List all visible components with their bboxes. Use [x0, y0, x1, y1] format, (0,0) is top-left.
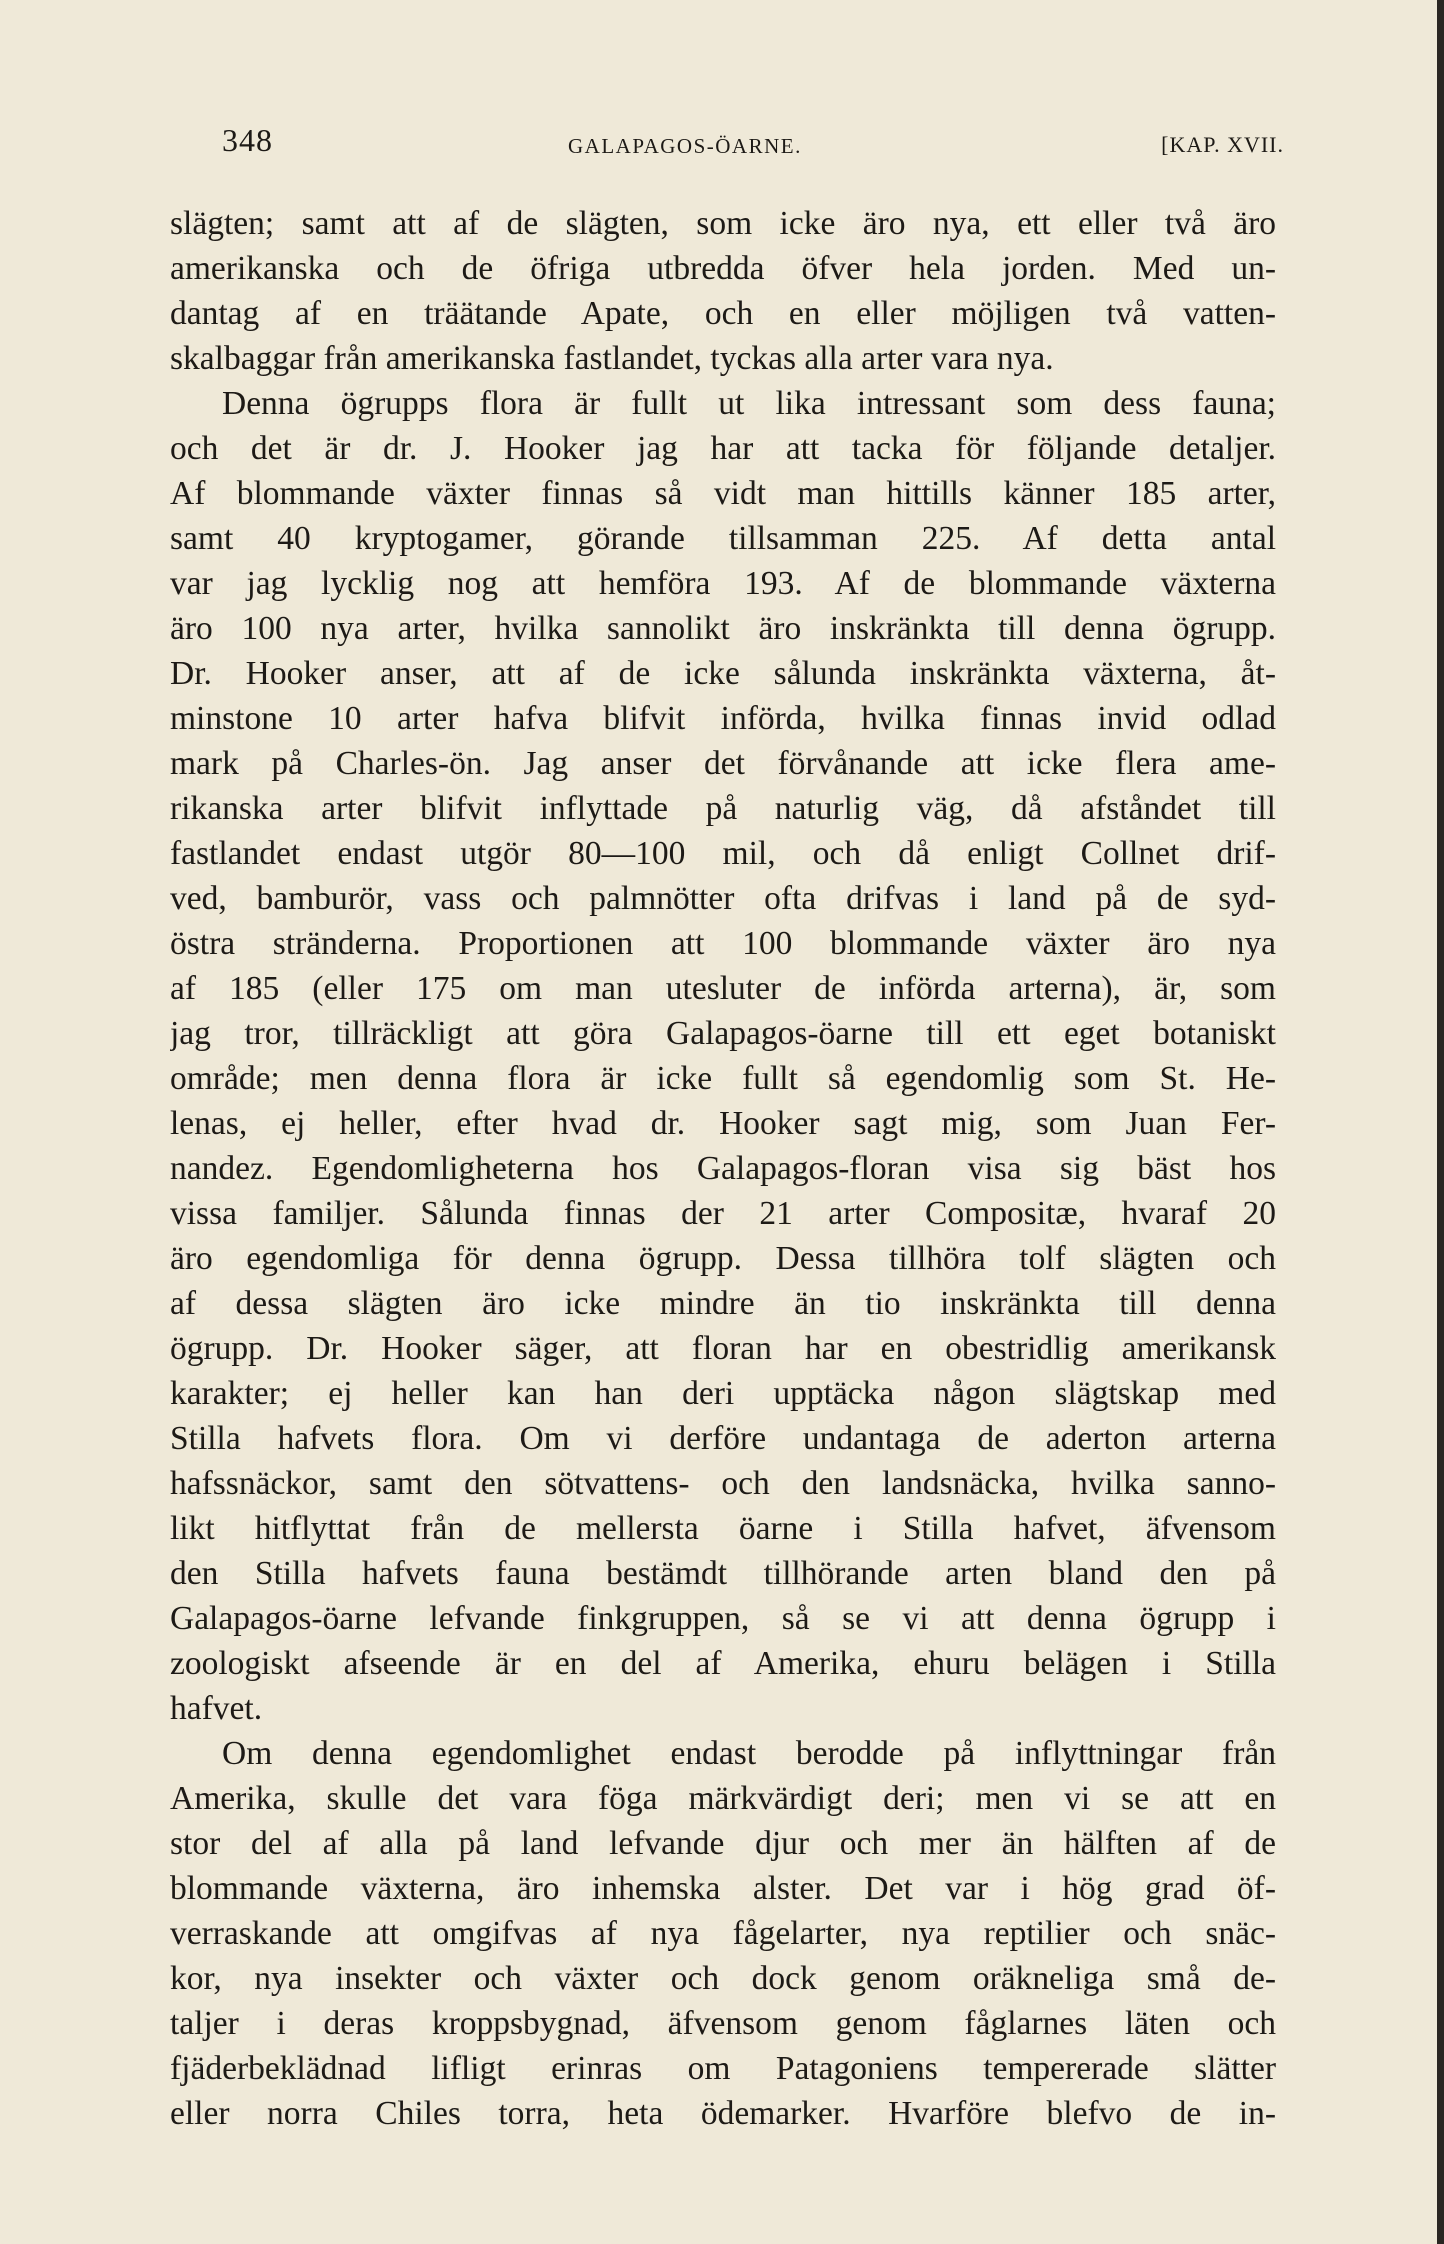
text-line: zoologiskt afseende är en del af Amerika, ehuru belägen i Stilla	[170, 1645, 1276, 1682]
running-title: GALAPAGOS-ÖARNE.	[568, 134, 802, 158]
text-line: minstone 10 arter hafva blifvit införda, hvilka finnas invid odlad	[170, 700, 1276, 737]
text-line: skalbaggar från amerikanska fastlandet, tyckas alla arter vara nya.	[170, 340, 1054, 377]
page-edge-shadow	[1437, 0, 1444, 2244]
text-line: samt 40 kryptogamer, görande tillsamman 225. Af detta antal	[170, 520, 1276, 557]
text-line: af 185 (eller 175 om man utesluter de införda arterna), är, som	[170, 970, 1276, 1007]
text-line: karakter; ej heller kan han deri upptäcka någon slägtskap med	[170, 1375, 1276, 1412]
body-text	[170, 201, 1276, 2136]
text-line: fastlandet endast utgör 80—100 mil, och då enligt Collnet drif-	[170, 835, 1276, 872]
text-line: område; men denna flora är icke fullt så egendomlig som St. He-	[170, 1060, 1276, 1097]
page-number: 348	[222, 122, 273, 158]
text-line: hafssnäckor, samt den sötvattens- och den landsnäcka, hvilka sanno-	[170, 1465, 1276, 1502]
text-line: rikanska arter blifvit inflyttade på naturlig väg, då afståndet till	[170, 790, 1276, 827]
text-line: mark på Charles-ön. Jag anser det förvånande att icke flera ame-	[170, 745, 1276, 782]
text-line: jag tror, tillräckligt att göra Galapagos-öarne till ett eget botaniskt	[170, 1015, 1276, 1052]
text-line: slägten; samt att af de slägten, som icke äro nya, ett eller två äro	[170, 205, 1276, 242]
paragraph-3	[170, 1731, 1276, 2136]
text-line: fjäderbeklädnad lifligt erinras om Patagoniens tempererade slätter	[170, 2050, 1276, 2087]
text-line: verraskande att omgifvas af nya fågelarter, nya reptilier och snäc-	[170, 1915, 1276, 1952]
text-line: äro egendomliga för denna ögrupp. Dessa tillhöra tolf slägten och	[170, 1240, 1276, 1277]
text-line: amerikanska och de öfriga utbredda öfver hela jorden. Med un-	[170, 250, 1276, 287]
text-line: Om denna egendomlighet endast berodde på inflyttningar från	[222, 1735, 1276, 1772]
text-line: den Stilla hafvets fauna bestämdt tillhörande arten bland den på	[170, 1555, 1276, 1592]
text-line: hafvet.	[170, 1690, 263, 1727]
text-line: Af blommande växter finnas så vidt man hittills känner 185 arter,	[170, 475, 1276, 512]
text-line: vissa familjer. Sålunda finnas der 21 arter Compositæ, hvaraf 20	[170, 1195, 1276, 1232]
text-line: äro 100 nya arter, hvilka sannolikt äro inskränkta till denna ögrupp.	[170, 610, 1276, 647]
text-line: kor, nya insekter och växter och dock genom oräkneliga små de-	[170, 1960, 1276, 1997]
text-line: Dr. Hooker anser, att af de icke sålunda inskränkta växterna, åt-	[170, 655, 1276, 692]
text-line: ögrupp. Dr. Hooker säger, att floran har en obestridlig amerikansk	[170, 1330, 1276, 1367]
text-line: likt hitflyttat från de mellersta öarne i Stilla hafvet, äfvensom	[170, 1510, 1276, 1547]
text-line: var jag lycklig nog att hemföra 193. Af de blommande växterna	[170, 565, 1276, 602]
text-line: östra stränderna. Proportionen att 100 blommande växter äro nya	[170, 925, 1276, 962]
text-line: och det är dr. J. Hooker jag har att tacka för följande detaljer.	[170, 430, 1276, 467]
text-line: blommande växterna, äro inhemska alster. Det var i hög grad öf-	[170, 1870, 1276, 1907]
text-line: lenas, ej heller, efter hvad dr. Hooker sagt mig, som Juan Fer-	[170, 1105, 1276, 1142]
text-line: eller norra Chiles torra, heta ödemarker. Hvarföre blefvo de in-	[170, 2095, 1276, 2132]
text-line: af dessa slägten äro icke mindre än tio inskränkta till denna	[170, 1285, 1276, 1322]
running-header	[222, 118, 1284, 168]
chapter-reference: [KAP. XVII.	[1161, 132, 1284, 157]
text-line: Stilla hafvets flora. Om vi derföre undantaga de aderton arterna	[170, 1420, 1276, 1457]
text-line: nandez. Egendomligheterna hos Galapagos-floran visa sig bäst hos	[170, 1150, 1276, 1187]
text-line: stor del af alla på land lefvande djur och mer än hälften af de	[170, 1825, 1276, 1862]
paragraph-1	[170, 201, 1276, 381]
paragraph-2	[170, 381, 1276, 1731]
text-line: Denna ögrupps flora är fullt ut lika intressant som dess fauna;	[222, 385, 1276, 422]
text-line: ved, bamburör, vass och palmnötter ofta drifvas i land på de syd-	[170, 880, 1276, 917]
text-line: Galapagos-öarne lefvande finkgruppen, så se vi att denna ögrupp i	[170, 1600, 1276, 1637]
text-line: Amerika, skulle det vara föga märkvärdigt deri; men vi se att en	[170, 1780, 1276, 1817]
text-line: taljer i deras kroppsbygnad, äfvensom genom fåglarnes läten och	[170, 2005, 1276, 2042]
text-line: dantag af en träätande Apate, och en eller möjligen två vatten-	[170, 295, 1276, 332]
